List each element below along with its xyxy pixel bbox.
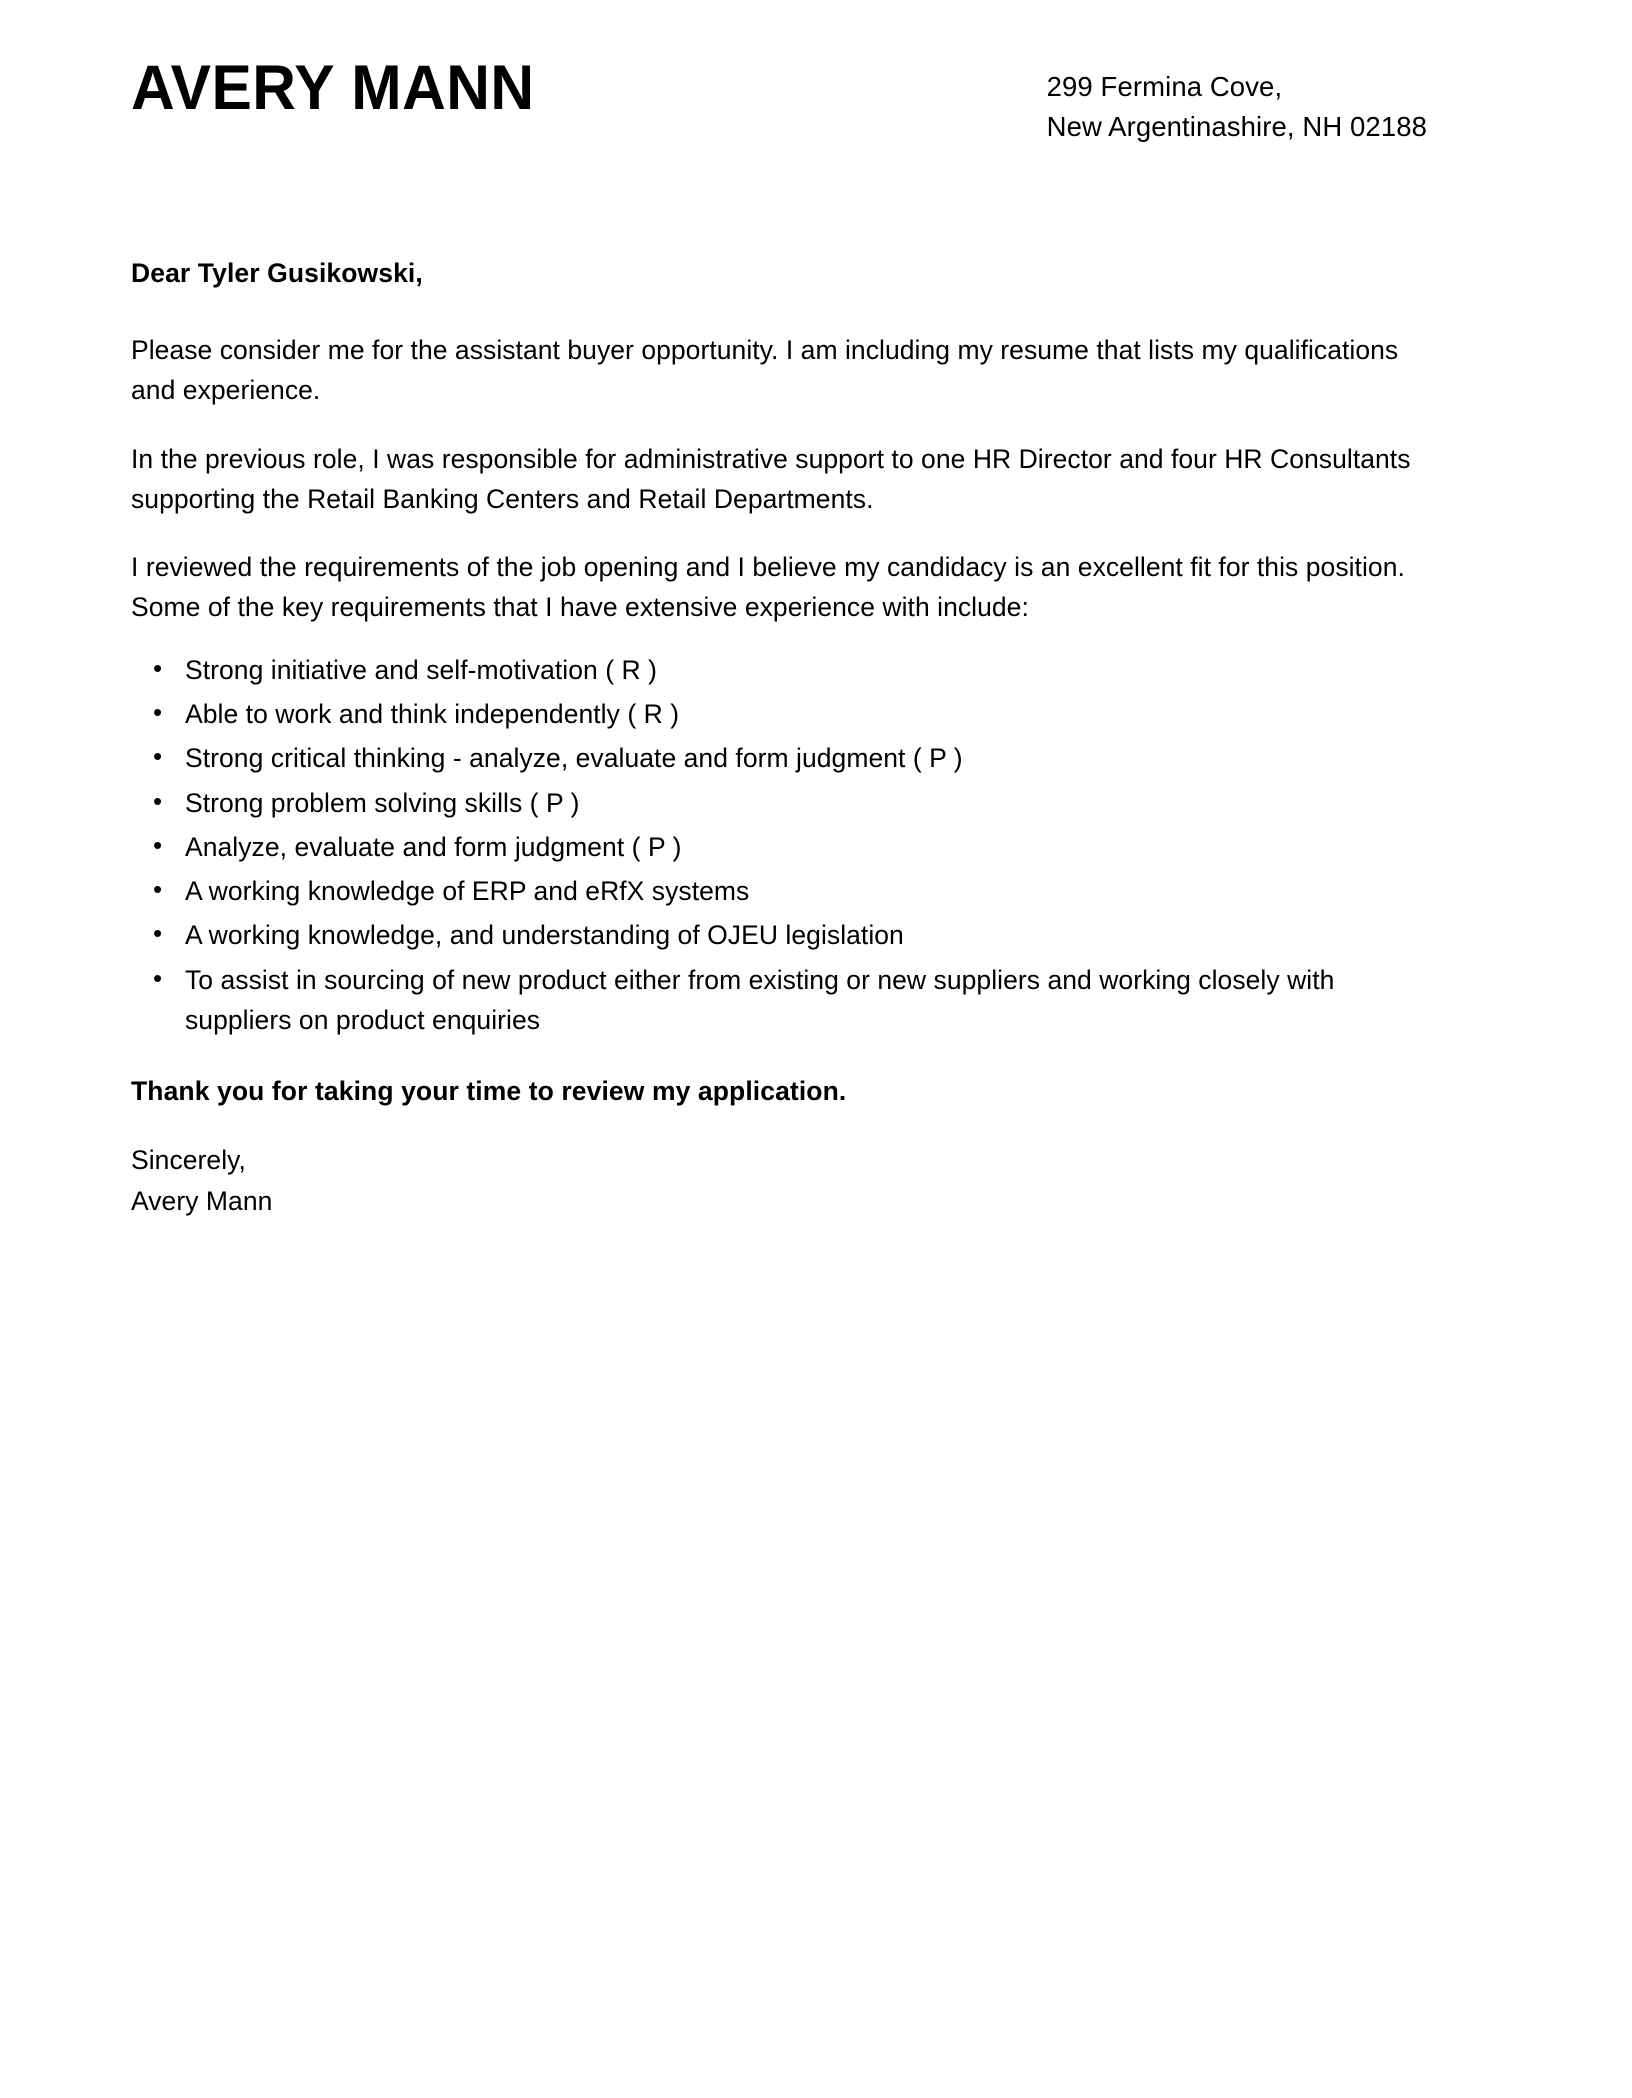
address-line-2: New Argentinashire, NH 02188 bbox=[1046, 111, 1427, 143]
letter-content-area bbox=[131, 0, 1431, 1221]
requirements-list bbox=[131, 650, 1431, 1040]
candidate-name: AVERY MANN bbox=[131, 53, 535, 123]
salutation: Dear Tyler Gusikowski, bbox=[131, 257, 423, 288]
list-item: • Strong problem solving skills ( P ) bbox=[152, 783, 1431, 823]
body-paragraph-2: In the previous role, I was responsible for administrative support to one HR Director and four HR Consultants supporting the Retail Banking Centers and Retail Departments. bbox=[131, 443, 1411, 514]
list-item: • To assist in sourcing of new product either from existing or new suppliers and working closely with suppliers on product enquiries bbox=[152, 960, 1431, 1041]
address-line-1: 299 Fermina Cove, bbox=[1046, 71, 1283, 102]
list-item: • Strong critical thinking - analyze, evaluate and form judgment ( P ) bbox=[152, 738, 1431, 778]
name-block bbox=[131, 53, 551, 123]
letter-body bbox=[131, 253, 1431, 1221]
letter-header bbox=[131, 0, 1431, 148]
signature-block bbox=[131, 1140, 1431, 1221]
signoff: Sincerely, bbox=[131, 1145, 246, 1176]
list-item: • A working knowledge, and understanding of OJEU legislation bbox=[152, 915, 1431, 955]
signature-name: Avery Mann bbox=[131, 1185, 273, 1216]
list-item: • A working knowledge of ERP and eRfX systems bbox=[152, 871, 1431, 911]
closing-thanks: Thank you for taking your time to review my application. bbox=[131, 1076, 847, 1107]
body-paragraph-3: I reviewed the requirements of the job opening and I believe my candidacy is an excellent fit for this position. Some of the key requirements that I have extensive experience with include: bbox=[131, 552, 1405, 623]
list-item: • Able to work and think independently ( R ) bbox=[152, 694, 1431, 734]
list-item: • Strong initiative and self-motivation ( R ) bbox=[152, 650, 1431, 690]
list-item: • Analyze, evaluate and form judgment ( P ) bbox=[152, 827, 1431, 867]
body-paragraph-1: Please consider me for the assistant buyer opportunity. I am including my resume that lists my qualifications and experience. bbox=[131, 335, 1399, 406]
address-block bbox=[1047, 57, 1431, 148]
